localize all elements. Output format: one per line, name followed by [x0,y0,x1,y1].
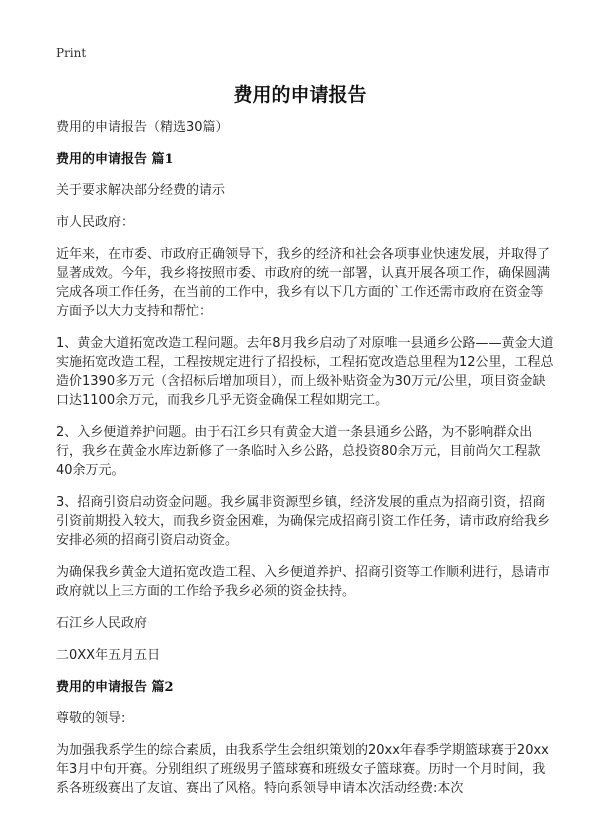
body-paragraph: 3、招商引资启动资金问题。我乡属非资源型乡镇，经济发展的重点为招商引资，招商引资前期投入较大，而我乡资金困难，为确保完成招商引资工作任务，请市政府给我乡安排必须的招商引资启动资金。 [56,495,551,548]
body-paragraph: 为加强我系学生的综合素质，由我系学生会组织策划的20xx年春季学期篮球赛于20xx年3月中旬开赛。分别组织了班级男子篮球赛和班级女子篮球赛。历时一个月时间，我系各班级赛出了友谊、赛出了风格。特向系领导申请本次活动经费:本次 [56,743,549,796]
section-heading: 费用的申请报告 篇1 [56,152,174,167]
document-subtitle: 费用的申请报告（精选30篇） [56,120,229,135]
section-heading: 费用的申请报告 篇2 [56,680,174,695]
print-link[interactable]: Print [56,46,87,60]
body-paragraph: 近年来，在市委、市政府正确领导下，我乡的经济和社会各项事业快速发展，并取得了显著成效。今年，我乡将按照市委、市政府的统一部署，认真开展各项工作，确保圆满完成各项工作任务，在当前的工作中，我乡有以下几方面的`工作还需市政府在资金等方面予以大力支持和帮忙： [56,247,551,319]
addressee: 市人民政府： [56,215,135,230]
body-paragraph: 2、入乡便道养护问题。由于石江乡只有黄金大道一条县通乡公路，为不影响群众出行，我乡在黄金水库边新修了一条临时入乡公路，总投资80余万元，目前尚欠工程款40余万元。 [56,425,541,478]
signature: 石江乡人民政府 [56,616,148,631]
addressee: 尊敬的领导: [56,711,126,726]
body-paragraph: 为确保我乡黄金大道拓宽改造工程、入乡便道养护、招商引资等工作顺利进行，恳请市政府就以上三方面的工作给予我乡必须的资金扶持。 [56,565,551,599]
document-title: 费用的申请报告 [233,84,367,106]
date-line: 二0XX年五月五日 [56,648,161,663]
subject-line: 关于要求解决部分经费的请示 [56,183,226,198]
document-body [56,118,556,811]
body-paragraph: 1、黄金大道拓宽改造工程问题。去年8月我乡启动了对原唯一县通乡公路——黄金大道实施拓宽改造工程，工程按规定进行了招投标，工程拓宽改造总里程为12公里，工程总造价1390多万元（含招标后增加项目），而上级补贴资金为30万元/公里，项目资金缺口达1100余万元，而我乡几乎无资金确保工程如期完工。 [56,336,554,408]
